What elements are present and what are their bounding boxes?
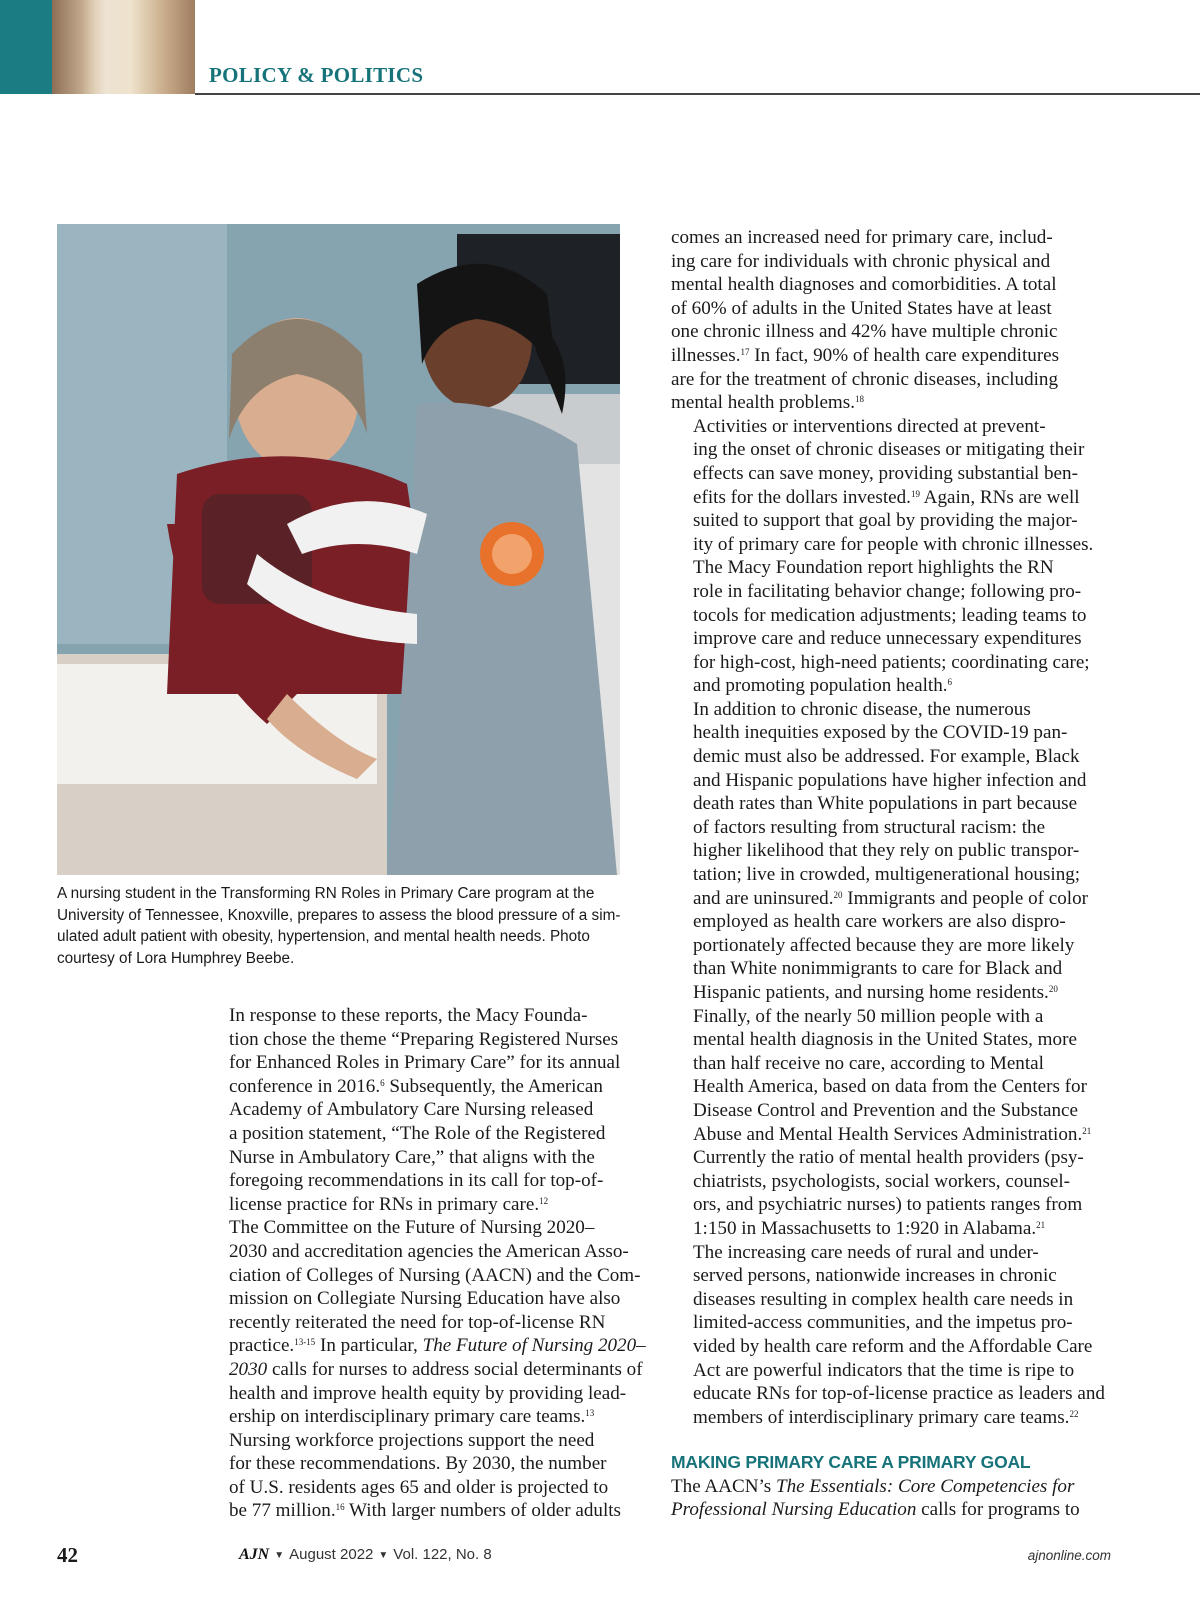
text-line: mental health diagnoses and comorbidities. A total: [671, 274, 1057, 296]
text-line: health and improve health equity by providing lead-: [229, 1382, 627, 1404]
right-paragraph-4: [671, 1005, 1107, 1241]
header-rule: [195, 93, 1200, 95]
text-line: of U.S. residents ages 65 and older is projected to: [229, 1476, 609, 1498]
text-line: diseases resulting in complex health care needs in: [693, 1288, 1074, 1310]
text-line: The increasing care needs of rural and under-: [693, 1241, 1039, 1263]
text-line: effects can save money, providing substantial ben-: [693, 462, 1078, 484]
volume-issue: Vol. 122, No. 8: [393, 1546, 492, 1563]
text-line: vided by health care reform and the Affordable Care: [693, 1335, 1093, 1357]
text-line: Professional Nursing Education calls for programs to: [671, 1499, 1080, 1521]
issue-date: August 2022: [289, 1546, 374, 1563]
text-line: be 77 million.$^{16}$ With larger numbers of older adults: [229, 1500, 621, 1522]
text-line: ing care for individuals with chronic physical and: [671, 250, 1051, 272]
left-column: [207, 1004, 647, 1523]
text-line: improve care and reduce unnecessary expenditures: [693, 628, 1082, 650]
right-paragraph-5: [671, 1241, 1107, 1430]
text-line: 2030 and accreditation agencies the American Asso-: [229, 1240, 629, 1262]
text-line: than half receive no care, according to Mental: [693, 1052, 1044, 1074]
text-line: 1:150 in Massachusetts to 1:920 in Alabama.$^{21}$: [693, 1217, 1046, 1239]
text-line: The AACN’s The Essentials: Core Competencies for: [671, 1475, 1075, 1497]
text-line: 2030 calls for nurses to address social determinants of: [229, 1358, 643, 1380]
text-line: and are uninsured.$^{20}$ Immigrants and people of color: [693, 887, 1088, 909]
text-line: for high-cost, high-need patients; coordinating care;: [693, 651, 1090, 673]
figure-photo: [57, 224, 620, 875]
text-line: portionately affected because they are more likely: [693, 934, 1075, 956]
text-line: a position statement, “The Role of the Registered: [229, 1122, 606, 1144]
text-line: tion chose the theme “Preparing Registered Nurses: [229, 1028, 619, 1050]
text-line: efits for the dollars invested.$^{19}$ Again, RNs are well: [693, 486, 1080, 508]
text-line: The Committee on the Future of Nursing 2020–: [229, 1217, 595, 1239]
text-line: served persons, nationwide increases in chronic: [693, 1265, 1057, 1287]
text-line: ity of primary care for people with chronic illnesses.: [693, 533, 1094, 555]
page-number: 42: [57, 1543, 78, 1567]
text-line: for Enhanced Roles in Primary Care” for its annual: [229, 1052, 621, 1074]
right-paragraph-6: [671, 1475, 1107, 1522]
figure-caption: [57, 883, 627, 969]
text-line: Finally, of the nearly 50 million people with a: [693, 1005, 1044, 1027]
caption-line: University of Tennessee, Knoxville, prepares to assess the blood pressure of a sim-: [57, 906, 621, 924]
left-paragraph-3: [207, 1429, 647, 1523]
triangle-icon: ▼: [274, 1550, 285, 1561]
journal-info: [239, 1546, 492, 1564]
text-line: recently reiterated the need for top-of-license RN: [229, 1311, 606, 1333]
text-line: ors, and psychiatric nurses) to patients ranges from: [693, 1194, 1083, 1216]
text-line: Disease Control and Prevention and the Substance: [693, 1099, 1078, 1121]
text-line: tocols for medication adjustments; leading teams to: [693, 604, 1087, 626]
text-line: ing the onset of chronic diseases or mitigating their: [693, 439, 1085, 461]
journal-name: AJN: [239, 1546, 270, 1563]
text-line: of 60% of adults in the United States have at least: [671, 297, 1052, 319]
right-paragraph-3: [671, 698, 1107, 1005]
text-line: illnesses.$^{17}$ In fact, 90% of health care expenditures: [671, 344, 1060, 366]
text-line: of factors resulting from structural racism: the: [693, 816, 1046, 838]
text-line: for these recommendations. By 2030, the number: [229, 1453, 607, 1475]
caption-line: courtesy of Lora Humphrey Beebe.: [57, 949, 295, 967]
header-column-image: [52, 0, 195, 94]
text-line: foregoing recommendations in its call for top-of-: [229, 1170, 604, 1192]
text-line: In response to these reports, the Macy Founda-: [229, 1005, 588, 1026]
text-line: suited to support that goal by providing the major-: [693, 510, 1078, 532]
text-line: Nurse in Ambulatory Care,” that aligns with the: [229, 1146, 595, 1168]
text-line: than White nonimmigrants to care for Black and: [693, 958, 1063, 980]
text-line: death rates than White populations in part because: [693, 793, 1078, 815]
text-line: Academy of Ambulatory Care Nursing released: [229, 1099, 594, 1121]
right-paragraph-2: [671, 415, 1107, 698]
left-paragraph-1: [207, 1004, 647, 1216]
text-line: educate RNs for top-of-license practice as leaders and: [693, 1383, 1105, 1405]
text-line: mental health diagnosis in the United States, more: [693, 1029, 1077, 1051]
text-line: The Macy Foundation report highlights the RN: [693, 557, 1054, 579]
text-line: limited-access communities, and the impetus pro-: [693, 1312, 1073, 1334]
text-line: ciation of Colleges of Nursing (AACN) and the Com-: [229, 1264, 641, 1286]
caption-line: ulated adult patient with obesity, hypertension, and mental health needs. Photo: [57, 928, 590, 945]
text-line: conference in 2016.$^6$ Subsequently, the American: [229, 1075, 603, 1097]
text-line: higher likelihood that they rely on public transpor-: [693, 840, 1080, 862]
text-line: Nursing workforce projections support the need: [229, 1429, 595, 1451]
text-line: health inequities exposed by the COVID-19 pan-: [693, 722, 1068, 744]
text-line: In addition to chronic disease, the numerous: [693, 698, 1031, 720]
text-line: and promoting population health.$^6$: [693, 675, 953, 697]
text-line: Currently the ratio of mental health providers (psy-: [693, 1147, 1084, 1169]
triangle-icon: ▼: [378, 1550, 389, 1561]
text-line: Activities or interventions directed at prevent-: [693, 415, 1046, 437]
section-subheading: MAKING PRIMARY CARE A PRIMARY GOAL: [671, 1452, 1031, 1473]
text-line: Act are powerful indicators that the time is ripe to: [693, 1359, 1075, 1381]
text-line: demic must also be addressed. For example, Black: [693, 746, 1080, 768]
text-line: license practice for RNs in primary care.$^{12}$: [229, 1193, 549, 1215]
text-line: one chronic illness and 42% have multiple chronic: [671, 321, 1058, 343]
section-label: POLICY & POLITICS: [209, 63, 424, 87]
text-line: role in facilitating behavior change; following pro-: [693, 580, 1082, 602]
right-paragraph-1: [671, 226, 1107, 415]
right-column: [671, 226, 1107, 1522]
page-footer: [0, 1543, 1200, 1573]
text-line: mission on Collegiate Nursing Education have also: [229, 1288, 621, 1310]
text-line: are for the treatment of chronic diseases, including: [671, 368, 1059, 390]
text-line: Hispanic patients, and nursing home residents.$^{20}$: [693, 982, 1058, 1003]
text-line: Health America, based on data from the Centers for: [693, 1076, 1087, 1098]
text-line: Abuse and Mental Health Services Administration.$^{21}$: [693, 1123, 1092, 1145]
text-line: tation; live in crowded, multigenerational housing;: [693, 864, 1081, 886]
text-line: and Hispanic populations have higher infection and: [693, 769, 1087, 791]
text-line: comes an increased need for primary care, includ-: [671, 227, 1053, 248]
text-line: members of interdisciplinary primary care teams.$^{22}$: [693, 1406, 1079, 1428]
text-line: mental health problems.$^{18}$: [671, 392, 864, 414]
caption-line: A nursing student in the Transforming RN Roles in Primary Care program at the: [57, 885, 595, 902]
text-line: employed as health care workers are also dispro-: [693, 911, 1066, 933]
text-line: chiatrists, psychologists, social workers, counsel-: [693, 1170, 1071, 1192]
left-paragraph-2: [207, 1216, 647, 1428]
text-line: ership on interdisciplinary primary care teams.$^{13}$: [229, 1406, 595, 1428]
website-url: ajnonline.com: [1027, 1548, 1111, 1563]
text-line: practice.$^{13-15}$ In particular, The Future of Nursing 2020–: [229, 1335, 646, 1357]
